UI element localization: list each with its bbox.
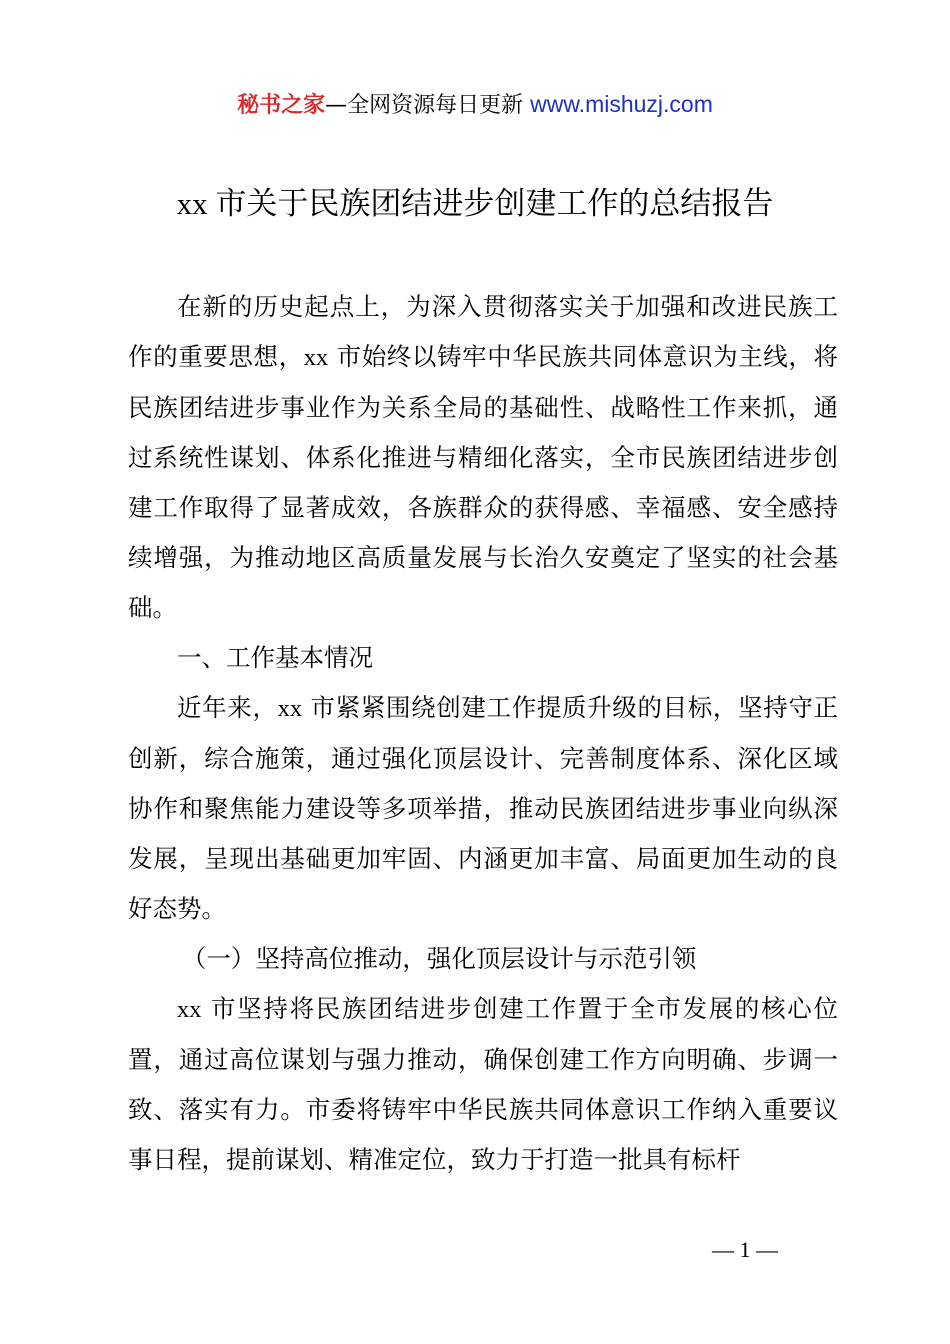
- section-text-pre: 近年来，: [177, 693, 278, 722]
- title-prefix: xx: [176, 186, 216, 221]
- subsection-paragraph: [128, 984, 838, 1185]
- site-url-link[interactable]: www.mishuzj.com: [530, 91, 713, 117]
- intro-text-part-2: 市始终以铸牢中华民族共同体意识为主线，将民族团结进步事业作为关系全局的基础性、战略性工作来抓，通过系统性谋划、体系化推进与精细化落实，全市民族团结进步创建工作取得了显著成效，各族群众的获得感、幸福感、安全感持续增强，为推动地区高质量发展与长治久安奠定了坚实的社会基础。: [128, 342, 838, 622]
- intro-latin: xx: [303, 344, 329, 371]
- document-body: [128, 282, 838, 1185]
- intro-paragraph: [128, 282, 838, 633]
- intro-text-part-1: 在新的历史起点上，为深入贯彻落实关于加强和改进民族工作的重要思想，: [128, 292, 838, 371]
- title-text: 市关于民族团结进步创建工作的总结报告: [215, 186, 774, 222]
- subsection-heading: （一）坚持高位推动，强化顶层设计与示范引领: [181, 944, 697, 973]
- brand-name: 秘书之家: [237, 93, 326, 118]
- document-title: [0, 182, 950, 226]
- subsection-latin: xx: [177, 996, 202, 1023]
- banner-tagline: —全网资源每日更新: [325, 93, 531, 118]
- subsection-text: 市坚持将民族团结进步创建工作置于全市发展的核心位置，通过高位谋划与强力推动，确保创建工作方向明确、步调一致、落实有力。市委将铸牢中华民族共同体意识工作纳入重要议事日程，提前谋划、精准定位，致力于打造一批具有标杆: [128, 994, 838, 1174]
- section-text-post: 市紧紧围绕创建工作提质升级的目标，坚持守正创新，综合施策，通过强化顶层设计、完善制度体系、深化区域协作和聚焦能力建设等多项举措，推动民族团结进步事业向纵深发展，呈现出基础更加牢固、内涵更加丰富、局面更加生动的良好态势。: [128, 693, 838, 923]
- site-banner: [0, 88, 950, 122]
- section-paragraph: [128, 683, 838, 934]
- section-latin: xx: [277, 695, 303, 722]
- page-number: — 1 —: [712, 1237, 778, 1262]
- section-heading: 一、工作基本情况: [177, 643, 373, 672]
